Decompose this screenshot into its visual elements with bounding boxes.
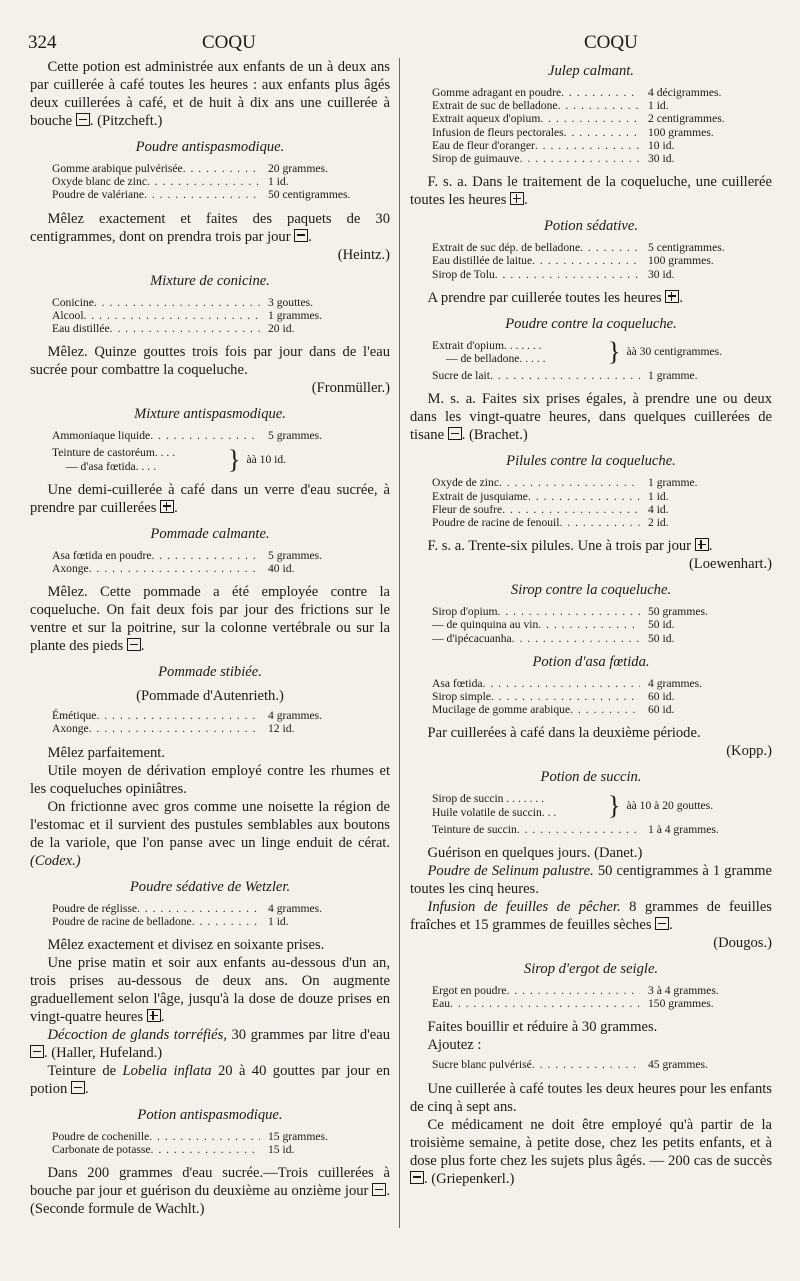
recipe-heading: Potion sédative. [543, 218, 639, 235]
recipe-heading: Potion d'asa fœtida. [532, 653, 650, 670]
source-citation: (Kopp.) [726, 743, 772, 760]
recipe-list [52, 709, 372, 735]
box-minus-icon [448, 427, 462, 440]
ingredient-row: Eau distillée de laitue . . . 100 grammes. [432, 254, 752, 267]
box-minus-icon [410, 1171, 424, 1184]
ingredient-row: Oxyde de zinc . . . 1 gramme. [432, 476, 752, 489]
ingredient-row: Gomme adragant en poudre . . . 4 décigrammes. [432, 86, 752, 99]
recipe-list [52, 1130, 372, 1156]
box-minus-icon [76, 113, 90, 126]
ingredient-name: Extrait d'opium. . . . . . . [432, 338, 542, 352]
source-citation: (Heintz.) [337, 246, 390, 263]
paragraph: Une demi-cuillerée à café dans un verre d'eau sucrée, à prendre par cuillerées . [30, 481, 390, 516]
box-plus-icon [665, 290, 679, 303]
ingredient-name: Sirop de succin . . . . . . . [432, 792, 545, 806]
recipe-heading: Potion de succin. [540, 769, 642, 786]
ingredient-row: Eau de fleur d'oranger . . . 10 id. [432, 139, 752, 152]
recipe-heading: Pommade stibiée. [158, 664, 262, 681]
ingredient-group [432, 339, 752, 365]
recipe-list [432, 241, 752, 281]
recipe-list [432, 823, 752, 836]
box-minus-icon [294, 229, 308, 242]
recipe-heading: Pilules contre la coqueluche. [506, 453, 676, 470]
ingredient-row: Eau . . . 150 grammes. [432, 997, 752, 1010]
paragraph: Mêlez. Quinze gouttes trois fois par jour dans de l'eau sucrée pour combattre la coqueluche. [30, 344, 390, 379]
paragraph: Décoction de glands torréfiés, 30 grammes par litre d'eau . (Haller, Hufeland.) [30, 1026, 390, 1062]
recipe-list [432, 476, 752, 529]
ingredient-row: Poudre de cochenille . . . 15 grammes. [52, 1130, 372, 1143]
ingredient-row: Eau distillée . . . 20 id. [52, 322, 372, 335]
ingredient-row: Axonge . . . 12 id. [52, 722, 372, 735]
ingredient-qty: àà 30 centigrammes. [626, 345, 723, 359]
recipe-heading: Pommade calmante. [150, 525, 270, 542]
recipe-list [432, 605, 752, 645]
header-title-left: COQU [202, 32, 256, 53]
recipe-list [52, 162, 372, 202]
paragraph: Mêlez parfaitement. [47, 744, 166, 761]
recipe-list [52, 429, 372, 442]
box-minus-icon [71, 1081, 85, 1094]
ingredient-row: Carbonate de potasse . . . 15 id. [52, 1143, 372, 1156]
paragraph: Une prise matin et soir aux enfants au-dessous d'un an, trois prises au-dessous de deux ans. On augmente graduellement selon l'âge, jusqu'à la dose de douze prises en vingt-quatre heures . [30, 955, 390, 1026]
ingredient-row: Extrait de suc dép. de belladone . . . 5 centigrammes. [432, 241, 752, 254]
recipe-list [52, 296, 372, 336]
page-number: 324 [28, 32, 57, 53]
ingredient-row: Poudre de racine de belladone . . . 1 id. [52, 915, 372, 928]
source-citation: (Loewenhart.) [688, 556, 772, 573]
paragraph: Infusion de feuilles de pêcher. 8 grammes de feuilles fraîches et 15 grammes de feuilles sèches . [410, 899, 772, 934]
ingredient-row: Asa fœtida en poudre . . . 5 grammes. [52, 549, 372, 562]
ingredient-row: Ammoniaque liquide . . . 5 grammes. [52, 429, 372, 442]
ingredient-group [432, 792, 752, 818]
ingredient-row: Asa fœtida . . . 4 grammes. [432, 677, 752, 690]
ingredient-row: Sucre blanc pulvérisé . . . 45 grammes. [432, 1058, 752, 1071]
paragraph: Guérison en quelques jours. (Danet.) [427, 845, 643, 862]
ingredient-row: Extrait aqueux d'opium . . . 2 centigrammes. [432, 112, 752, 125]
ingredient-row: Axonge . . . 40 id. [52, 562, 372, 575]
paragraph: Mêlez exactement et divisez en soixante prises. [47, 937, 325, 954]
ingredient-row: Sirop simple . . . 60 id. [432, 690, 752, 703]
ingredient-name: Teinture de castoréum. . . . [52, 446, 176, 460]
paragraph: A prendre par cuillerée toutes les heures . [427, 289, 684, 306]
box-minus-icon [655, 917, 669, 930]
ingredient-row: Émétique . . . 4 grammes. [52, 709, 372, 722]
recipe-subheading: (Pommade d'Autenrieth.) [136, 688, 284, 705]
ingredient-row: Sirop d'opium . . . 50 grammes. [432, 605, 752, 618]
ingredient-name: — de belladone. . . . . [446, 352, 546, 366]
ingredient-row: Mucilage de gomme arabique . . . 60 id. [432, 703, 752, 716]
paragraph: Par cuillerées à café dans la deuxième période. [427, 725, 701, 742]
paragraph: Une cuillerée à café toutes les deux heures pour les enfants de cinq à sept ans. [410, 1080, 772, 1115]
ingredient-row: Teinture de succin . . . 1 à 4 grammes. [432, 823, 752, 836]
ingredient-row: Conicine . . . 3 gouttes. [52, 296, 372, 309]
ingredient-row: Extrait de jusquiame . . . 1 id. [432, 490, 752, 503]
recipe-heading: Potion antispasmodique. [137, 1107, 283, 1124]
right-column [410, 58, 772, 1188]
source-citation: (Dougos.) [713, 935, 772, 952]
recipe-heading: Poudre antispasmodique. [135, 139, 285, 155]
recipe-heading: Mixture de conicine. [150, 272, 270, 289]
paragraph: Ajoutez : [427, 1037, 482, 1054]
recipe-list [52, 549, 372, 575]
recipe-heading: Julep calmant. [548, 63, 634, 79]
box-minus-icon [372, 1183, 386, 1196]
ingredient-group [52, 446, 372, 472]
source-citation: (Fronmüller.) [311, 380, 390, 397]
ingredient-row: Sirop de Tolu . . . 30 id. [432, 268, 752, 281]
ingredient-row: Extrait de suc de belladone . . . 1 id. [432, 99, 752, 112]
ingredient-row: Sirop de guimauve . . . 30 id. [432, 152, 752, 165]
paragraph: On frictionne avec gros comme une noisette la région de l'estomac et il survient des pustules semblables aux boutons de la variole, que l'on panse avec un linge enduit de cérat. (Codex.) [30, 798, 390, 869]
paragraph: Mêlez. Cette pommade a été employée contre la coqueluche. On fait deux fois par jour des frictions sur le ventre et sur la poitrine, sur la colonne vertébrale ou sur la plante des pieds . [30, 584, 390, 655]
box-minus-icon [127, 638, 141, 651]
running-header [28, 32, 772, 56]
paragraph: Utile moyen de dérivation employé contre les rhumes et les coqueluches opiniâtres. [30, 762, 390, 797]
recipe-list [432, 1058, 752, 1071]
column-divider [399, 58, 400, 1228]
paragraph: Dans 200 grammes d'eau sucrée.—Trois cuillerées à bouche par jour et guérison du deuxième au onzième jour . (Seconde formule de Wachlt.) [30, 1165, 390, 1218]
ingredient-row: Fleur de soufre . . . 4 id. [432, 503, 752, 516]
recipe-list [432, 369, 752, 382]
ingredient-qty: àà 10 id. [246, 453, 287, 467]
box-minus-icon [30, 1045, 44, 1058]
recipe-list [432, 984, 752, 1010]
ingredient-row: Gomme arabique pulvérisée . . . 20 grammes. [52, 162, 372, 175]
recipe-list [432, 86, 752, 165]
brace-icon: } [228, 444, 241, 474]
ingredient-row: Sucre de lait . . . 1 gramme. [432, 369, 752, 382]
recipe-heading: Sirop d'ergot de seigle. [523, 961, 659, 978]
ingredient-row: Infusion de fleurs pectorales . . . 100 grammes. [432, 126, 752, 139]
box-plus-icon [147, 1009, 161, 1022]
box-plus-icon [510, 192, 524, 205]
paragraph: Poudre de Selinum palustre. 50 centigrammes à 1 gramme toutes les cinq heures. [410, 863, 772, 898]
paragraph: M. s. a. Faites six prises égales, à prendre une ou deux dans les vingt-quatre heures, dans quelques cuillerées de tisane . (Brachet.) [410, 391, 772, 444]
ingredient-row: Ergot en poudre . . . 3 à 4 grammes. [432, 984, 752, 997]
left-column [30, 58, 390, 1218]
recipe-heading: Poudre contre la coqueluche. [505, 315, 677, 332]
recipe-heading: Poudre sédative de Wetzler. [129, 878, 291, 895]
recipe-list [432, 677, 752, 717]
ingredient-name: Huile volatile de succin. . . [432, 805, 557, 819]
ingredient-row: Poudre de réglisse . . . 4 grammes. [52, 902, 372, 915]
paragraph: F. s. a. Trente-six pilules. Une à trois par jour . [427, 538, 713, 555]
ingredient-name: — d'asa fœtida. . . . [66, 459, 156, 473]
ingredient-row: Poudre de valériane . . . 50 centigrammes. [52, 188, 372, 201]
paragraph: Mêlez exactement et faites des paquets de 30 centigrammes, dont on prendra trois par jour . [30, 210, 390, 245]
brace-icon: } [608, 790, 621, 820]
ingredient-qty: àà 10 à 20 gouttes. [626, 799, 714, 813]
ingredient-row: — de quinquina au vin . . . 50 id. [432, 618, 752, 631]
ingredient-row: Alcool . . . 1 grammes. [52, 309, 372, 322]
ingredient-row: Oxyde blanc de zinc . . . 1 id. [52, 175, 372, 188]
paragraph: Teinture de Lobelia inflata 20 à 40 gouttes par jour en potion . [30, 1063, 390, 1098]
brace-icon: } [608, 337, 621, 367]
header-title-right: COQU [584, 32, 638, 53]
ingredient-row: — d'ipécacuanha . . . 50 id. [432, 632, 752, 645]
paragraph: Ce médicament ne doit être employé qu'à partir de la troisième semaine, à petite dose, chez les petits enfants, et à dose plus forte chez les sujets plus âgés. — 200 cas de succès . (Griepenkerl.) [410, 1116, 772, 1187]
paragraph: Faites bouillir et réduire à 30 grammes. [427, 1019, 658, 1036]
recipe-list [52, 902, 372, 928]
recipe-heading: Sirop contre la coqueluche. [510, 582, 672, 599]
paragraph: Cette potion est administrée aux enfants de un à deux ans par cuillerée à café toutes les heures : aux enfants plus âgés deux cuillerées à café, et de huit à dix ans une cuillerée à bouche . (Pitzcheft.) [30, 59, 390, 129]
box-plus-icon [160, 500, 174, 513]
box-plus-icon [695, 538, 709, 551]
ingredient-row: Poudre de racine de fenouil . . . 2 id. [432, 516, 752, 529]
recipe-heading: Mixture antispasmodique. [134, 406, 286, 423]
paragraph: F. s. a. Dans le traitement de la coqueluche, une cuillerée toutes les heures . [410, 174, 772, 209]
